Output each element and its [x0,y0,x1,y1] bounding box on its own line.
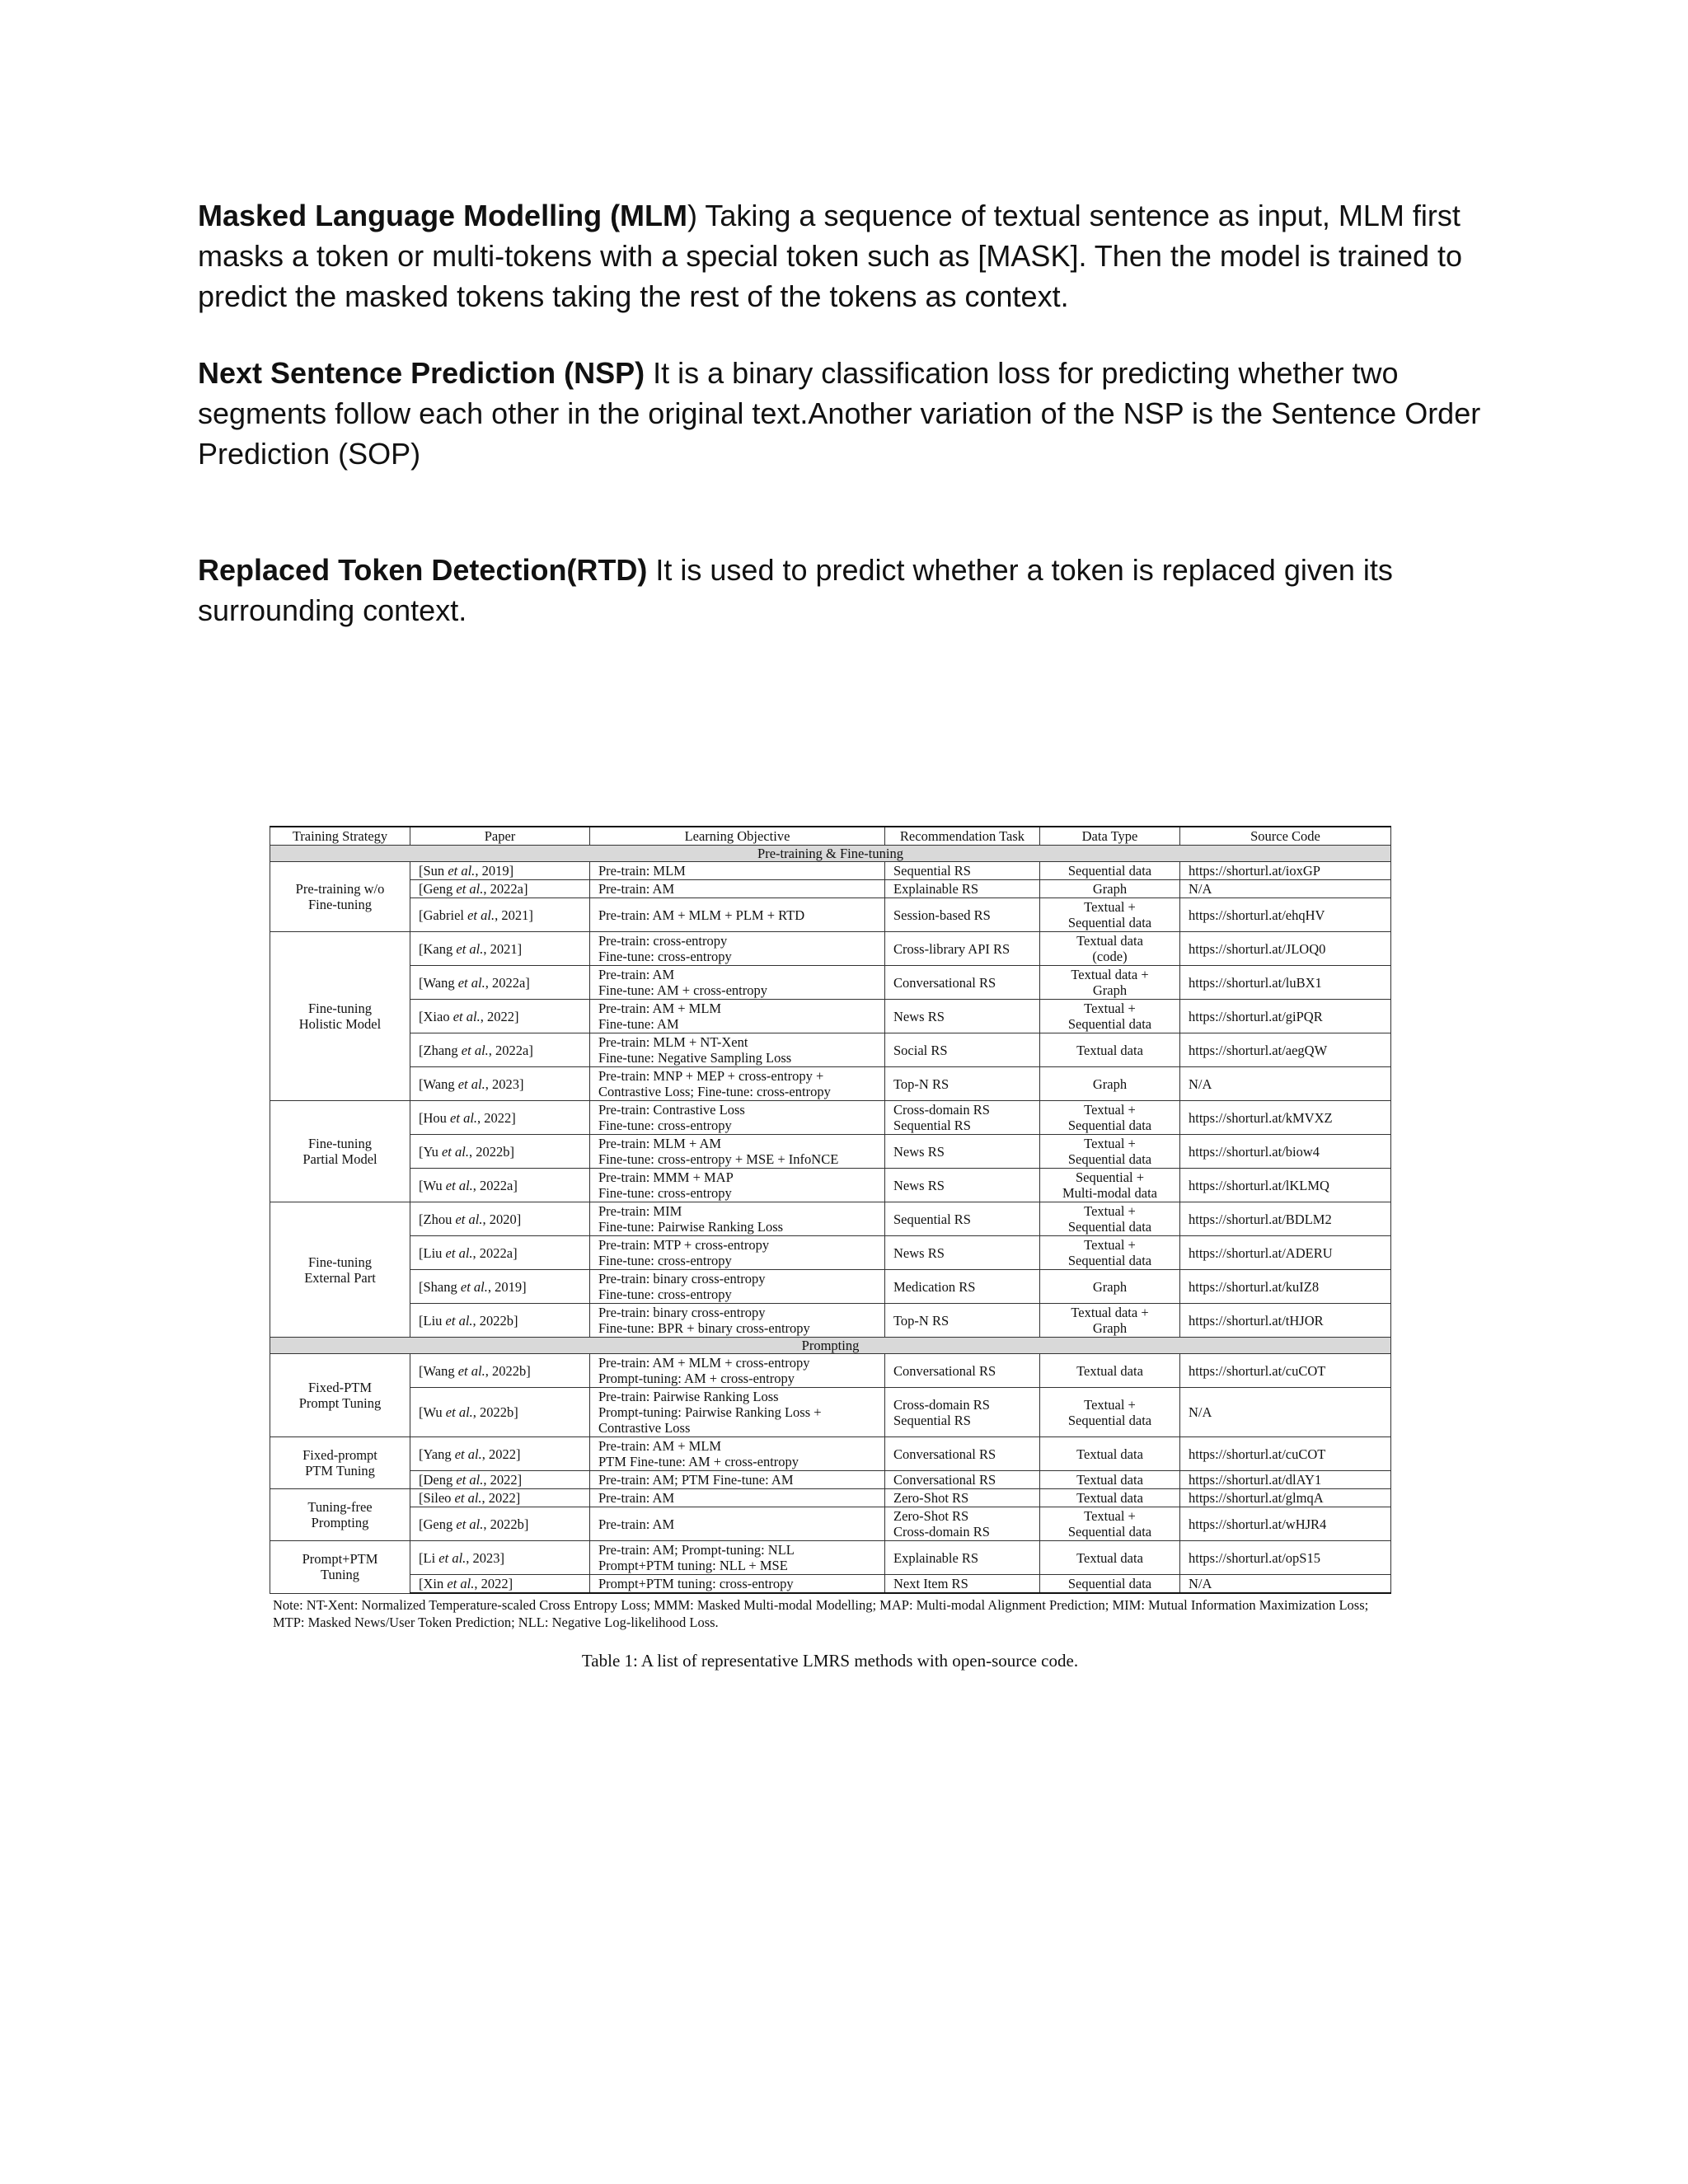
paper-author: Wu [423,1177,443,1193]
recommendation-task-cell: Sequential RS [885,1202,1040,1236]
paper-cell: [Deng et al., 2022] [410,1471,590,1489]
paper-author: Liu [423,1312,443,1329]
training-strategy-cell: Fixed-prompt PTM Tuning [270,1437,410,1489]
source-code-cell: https://shorturl.at/ADERU [1180,1236,1391,1270]
source-code-cell: https://shorturl.at/ioxGP [1180,862,1391,880]
source-code-cell: https://shorturl.at/kuIZ8 [1180,1270,1391,1304]
data-type-cell: Sequential data [1040,1575,1180,1594]
recommendation-task-cell: News RS [885,1169,1040,1202]
learning-objective-cell: Pre-train: AM + MLM PTM Fine-tune: AM + cross-entropy [590,1437,885,1471]
paper-cell: [Wu et al., 2022b] [410,1388,590,1437]
paper-author: Liu [423,1244,443,1261]
paper-author: Wang [423,974,455,991]
recommendation-task-cell: Medication RS [885,1270,1040,1304]
learning-objective-cell: Pre-train: binary cross-entropy Fine-tune: BPR + binary cross-entropy [590,1304,885,1338]
nsp-text: It is a binary classification loss for predicting whether two segments follow each other in the original text.Another variation of the NSP is the Sentence Order Prediction (SOP) [198,356,1481,471]
learning-objective-cell: Pre-train: AM; Prompt-tuning: NLL Prompt+PTM tuning: NLL + MSE [590,1541,885,1575]
paper-et-al: et al. [457,1362,485,1379]
table-row [270,1270,1391,1304]
paper-year: , 2022] [481,1490,521,1506]
paper-year: , 2022] [483,1472,523,1488]
learning-objective-cell: Pre-train: AM [590,1489,885,1507]
paper-cell: [Kang et al., 2021] [410,932,590,966]
table-caption: Table 1: A list of representative LMRS methods with open-source code. [581,1651,1079,1671]
paper-year: , 2023] [485,1076,524,1092]
data-type-cell: Textual data [1040,1541,1180,1575]
source-code-cell: https://shorturl.at/luBX1 [1180,966,1391,1000]
source-code-cell: N/A [1180,1388,1391,1437]
source-code-cell: https://shorturl.at/BDLM2 [1180,1202,1391,1236]
source-code-cell: https://shorturl.at/wHJR4 [1180,1507,1391,1541]
paper-year: , 2020] [482,1211,522,1227]
section-prompting: Prompting [270,1338,1391,1354]
paper-year: , 2022a] [472,1244,518,1261]
paper-year: , 2022b] [472,1404,518,1420]
source-code-cell: https://shorturl.at/ehqHV [1180,898,1391,932]
paper-author: Yang [423,1446,452,1462]
learning-objective-cell: Pre-train: AM + MLM Fine-tune: AM [590,1000,885,1033]
header-recommendation-task: Recommendation Task [885,827,1040,846]
recommendation-task-cell: Cross-library API RS [885,932,1040,966]
training-strategy-cell: Fine-tuning Partial Model [270,1101,410,1202]
paper-cell: [Zhang et al., 2022a] [410,1033,590,1067]
recommendation-task-cell: Zero-Shot RS [885,1489,1040,1507]
table-header-row [270,827,1391,846]
data-type-cell: Textual + Sequential data [1040,1202,1180,1236]
paper-year: , 2022b] [468,1143,514,1160]
data-type-cell: Sequential data [1040,862,1180,880]
table-row [270,1135,1391,1169]
paper-year: , 2019] [475,863,514,879]
learning-objective-cell: Pre-train: AM; PTM Fine-tune: AM [590,1471,885,1489]
recommendation-task-cell: News RS [885,1236,1040,1270]
data-type-cell: Textual data + Graph [1040,966,1180,1000]
paper-et-al: et al. [455,1211,483,1227]
data-type-cell: Textual + Sequential data [1040,1000,1180,1033]
recommendation-task-cell: Conversational RS [885,1437,1040,1471]
paper-cell: [Sun et al., 2019] [410,862,590,880]
learning-objective-cell: Pre-train: MMM + MAP Fine-tune: cross-entropy [590,1169,885,1202]
training-strategy-cell: Tuning-free Prompting [270,1489,410,1541]
paper-et-al: et al. [450,1109,478,1126]
methods-table [270,826,1391,1594]
paper-author: Gabriel [423,907,464,923]
paper-cell: [Sileo et al., 2022] [410,1489,590,1507]
mlm-text: ) Taking a sequence of textual sentence as input, MLM first masks a token or multi-tokens with a special token such as [MASK]. Then the model is trained to predict the masked tokens taking the rest of the tokens as context. [198,199,1463,313]
header-training-strategy: Training Strategy [270,827,410,846]
paper-author: Xiao [423,1008,450,1024]
paper-year: , 2022a] [472,1177,518,1193]
table-row [270,1354,1391,1388]
data-type-cell: Graph [1040,1067,1180,1101]
paper-cell: [Wang et al., 2022b] [410,1354,590,1388]
table-row [270,1067,1391,1101]
paper-et-al: et al. [438,1549,467,1566]
paper-et-al: et al. [447,1576,475,1591]
source-code-cell: https://shorturl.at/cuCOT [1180,1354,1391,1388]
paper-cell: [Liu et al., 2022a] [410,1236,590,1270]
table-row [270,1101,1391,1135]
paper-author: Geng [423,1516,453,1532]
table-row [270,1437,1391,1471]
section-pretraining-finetuning: Pre-training & Fine-tuning [270,846,1391,862]
paper-et-al: et al. [445,1244,473,1261]
paper-et-al: et al. [467,907,495,923]
source-code-cell: https://shorturl.at/JLOQ0 [1180,932,1391,966]
paper-year: , 2021] [495,907,533,923]
data-type-cell: Textual + Sequential data [1040,1101,1180,1135]
data-type-cell: Textual + Sequential data [1040,1388,1180,1437]
learning-objective-cell: Prompt+PTM tuning: cross-entropy [590,1575,885,1594]
paper-author: Sun [423,863,445,879]
nsp-term: Next Sentence Prediction (NSP) [198,356,645,390]
paper-year: , 2019] [487,1278,527,1295]
training-strategy-cell: Fine-tuning External Part [270,1202,410,1338]
learning-objective-cell: Pre-train: MNP + MEP + cross-entropy + Contrastive Loss; Fine-tune: cross-entropy [590,1067,885,1101]
table-row [270,898,1391,932]
table-row [270,1236,1391,1270]
paper-et-al: et al. [456,1516,484,1532]
paper-cell: [Gabriel et al., 2021] [410,898,590,932]
paper-cell: [Geng et al., 2022b] [410,1507,590,1541]
data-type-cell: Textual data + Graph [1040,1304,1180,1338]
recommendation-task-cell: Explainable RS [885,880,1040,898]
table-row [270,1304,1391,1338]
paper-et-al: et al. [456,881,484,897]
recommendation-task-cell: Session-based RS [885,898,1040,932]
table-row [270,1507,1391,1541]
paper-year: , 2022a] [483,881,528,897]
header-source-code: Source Code [1180,827,1391,846]
paper-cell: [Li et al., 2023] [410,1541,590,1575]
table-row [270,932,1391,966]
data-type-cell: Textual + Sequential data [1040,1135,1180,1169]
table-row [270,880,1391,898]
paper-author: Hou [423,1109,447,1126]
table-row [270,1471,1391,1489]
data-type-cell: Textual data [1040,1354,1180,1388]
paper-year: , 2022] [480,1008,519,1024]
recommendation-task-cell: Sequential RS [885,862,1040,880]
learning-objective-cell: Pre-train: Pairwise Ranking Loss Prompt-tuning: Pairwise Ranking Loss + Contrastive Loss [590,1388,885,1437]
learning-objective-cell: Pre-train: MIM Fine-tune: Pairwise Ranking Loss [590,1202,885,1236]
header-learning-objective: Learning Objective [590,827,885,846]
table-row [270,1388,1391,1437]
paper-author: Zhou [423,1211,452,1227]
paper-year: , 2022b] [483,1516,529,1532]
recommendation-task-cell: Top-N RS [885,1067,1040,1101]
data-type-cell: Textual data [1040,1471,1180,1489]
paper-year: , 2022] [474,1576,513,1591]
paper-et-al: et al. [457,974,485,991]
paper-et-al: et al. [456,1472,484,1488]
source-code-cell: https://shorturl.at/opS15 [1180,1541,1391,1575]
table-row [270,1033,1391,1067]
header-paper: Paper [410,827,590,846]
data-type-cell: Textual + Sequential data [1040,1236,1180,1270]
paper-et-al: et al. [448,863,476,879]
paper-cell: [Shang et al., 2019] [410,1270,590,1304]
paper-cell: [Wu et al., 2022a] [410,1169,590,1202]
paper-year: , 2023] [466,1549,505,1566]
paper-et-al: et al. [457,1076,485,1092]
paper-author: Li [423,1549,436,1566]
mlm-term: Masked Language Modelling (MLM [198,199,688,232]
recommendation-task-cell: Next Item RS [885,1575,1040,1594]
paper-year: , 2022] [477,1109,516,1126]
recommendation-task-cell: Conversational RS [885,1471,1040,1489]
section-row [270,1338,1391,1354]
data-type-cell: Sequential + Multi-modal data [1040,1169,1180,1202]
source-code-cell: https://shorturl.at/biow4 [1180,1135,1391,1169]
paper-et-al: et al. [445,1312,473,1329]
paper-cell: [Geng et al., 2022a] [410,880,590,898]
paper-cell: [Xin et al., 2022] [410,1575,590,1594]
data-type-cell: Textual + Sequential data [1040,898,1180,932]
paper-year: , 2022a] [488,1042,533,1058]
paper-cell: [Wang et al., 2022a] [410,966,590,1000]
table-row [270,862,1391,880]
recommendation-task-cell: Cross-domain RS Sequential RS [885,1388,1040,1437]
paper-et-al: et al. [452,1008,481,1024]
learning-objective-cell: Pre-train: AM Fine-tune: AM + cross-entropy [590,966,885,1000]
data-type-cell: Textual data [1040,1489,1180,1507]
source-code-cell: https://shorturl.at/tHJOR [1180,1304,1391,1338]
paper-cell: [Yang et al., 2022] [410,1437,590,1471]
methods-table-figure [270,826,1390,1671]
source-code-cell: N/A [1180,1575,1391,1594]
paper-et-al: et al. [441,1143,469,1160]
paper-year: , 2021] [483,940,523,957]
paper-et-al: et al. [445,1177,473,1193]
paper-cell: [Wang et al., 2023] [410,1067,590,1101]
learning-objective-cell: Pre-train: cross-entropy Fine-tune: cross-entropy [590,932,885,966]
paper-et-al: et al. [454,1446,482,1462]
training-strategy-cell: Fixed-PTM Prompt Tuning [270,1354,410,1437]
learning-objective-cell: Pre-train: binary cross-entropy Fine-tune: cross-entropy [590,1270,885,1304]
mlm-paragraph [198,195,1517,316]
data-type-cell: Graph [1040,880,1180,898]
data-type-cell: Textual data (code) [1040,932,1180,966]
learning-objective-cell: Pre-train: MLM + NT-Xent Fine-tune: Negative Sampling Loss [590,1033,885,1067]
recommendation-task-cell: News RS [885,1135,1040,1169]
header-data-type: Data Type [1040,827,1180,846]
data-type-cell: Textual data [1040,1033,1180,1067]
training-strategy-cell: Pre-training w/o Fine-tuning [270,862,410,932]
source-code-cell: https://shorturl.at/dlAY1 [1180,1471,1391,1489]
data-type-cell: Graph [1040,1270,1180,1304]
paper-author: Wang [423,1362,455,1379]
table-note: Note: NT-Xent: Normalized Temperature-scaled Cross Entropy Loss; MMM: Masked Multi-modal Modelling; MAP: Multi-modal Alignment Prediction; MIM: Mutual Information Maximization Loss; MTP: Masked News/User Token Prediction; NLL: Negative Log-likelihood Loss. [273,1597,1369,1630]
table-row [270,966,1391,1000]
recommendation-task-cell: Social RS [885,1033,1040,1067]
paper-cell: [Liu et al., 2022b] [410,1304,590,1338]
table-row [270,1000,1391,1033]
training-strategy-cell: Prompt+PTM Tuning [270,1541,410,1594]
learning-objective-cell: Pre-train: AM + MLM + cross-entropy Prompt-tuning: AM + cross-entropy [590,1354,885,1388]
paper-author: Geng [423,881,453,897]
paper-author: Kang [423,940,453,957]
recommendation-task-cell: News RS [885,1000,1040,1033]
paper-year: , 2022a] [485,974,530,991]
source-code-cell: https://shorturl.at/glmqA [1180,1489,1391,1507]
learning-objective-cell: Pre-train: AM + MLM + PLM + RTD [590,898,885,932]
recommendation-task-cell: Conversational RS [885,1354,1040,1388]
nsp-paragraph [198,353,1517,474]
paper-et-al: et al. [456,940,484,957]
paper-et-al: et al. [454,1490,482,1506]
learning-objective-cell: Pre-train: AM [590,880,885,898]
paper-year: , 2022b] [485,1362,531,1379]
table-row [270,1202,1391,1236]
rtd-text: It is used to predict whether a token is replaced given its surrounding context. [198,553,1393,627]
table-row [270,1489,1391,1507]
source-code-cell: https://shorturl.at/giPQR [1180,1000,1391,1033]
rtd-paragraph [198,550,1517,630]
recommendation-task-cell: Cross-domain RS Sequential RS [885,1101,1040,1135]
learning-objective-cell: Pre-train: MTP + cross-entropy Fine-tune: cross-entropy [590,1236,885,1270]
paper-cell: [Hou et al., 2022] [410,1101,590,1135]
paper-year: , 2022b] [472,1312,518,1329]
paper-author: Deng [423,1472,453,1488]
recommendation-task-cell: Conversational RS [885,966,1040,1000]
data-type-cell: Textual data [1040,1437,1180,1471]
learning-objective-cell: Pre-train: AM [590,1507,885,1541]
learning-objective-cell: Pre-train: Contrastive Loss Fine-tune: cross-entropy [590,1101,885,1135]
source-code-cell: https://shorturl.at/lKLMQ [1180,1169,1391,1202]
learning-objective-cell: Pre-train: MLM + AM Fine-tune: cross-entropy + MSE + InfoNCE [590,1135,885,1169]
source-code-cell: N/A [1180,880,1391,898]
recommendation-task-cell: Top-N RS [885,1304,1040,1338]
paper-author: Xin [423,1576,444,1591]
source-code-cell: https://shorturl.at/kMVXZ [1180,1101,1391,1135]
table-row [270,1169,1391,1202]
paper-author: Sileo [423,1490,452,1506]
rtd-term: Replaced Token Detection(RTD) [198,553,648,587]
data-type-cell: Textual + Sequential data [1040,1507,1180,1541]
recommendation-task-cell: Explainable RS [885,1541,1040,1575]
paper-author: Wu [423,1404,443,1420]
source-code-cell: N/A [1180,1067,1391,1101]
paper-author: Shang [423,1278,457,1295]
table-row [270,1541,1391,1575]
paper-author: Zhang [423,1042,458,1058]
learning-objective-cell: Pre-train: MLM [590,862,885,880]
paper-author: Wang [423,1076,455,1092]
paper-author: Yu [423,1143,438,1160]
paper-et-al: et al. [460,1278,488,1295]
source-code-cell: https://shorturl.at/cuCOT [1180,1437,1391,1471]
paper-cell: [Yu et al., 2022b] [410,1135,590,1169]
paper-cell: [Xiao et al., 2022] [410,1000,590,1033]
paper-et-al: et al. [445,1404,473,1420]
section-row [270,846,1391,862]
paper-cell: [Zhou et al., 2020] [410,1202,590,1236]
recommendation-task-cell: Zero-Shot RS Cross-domain RS [885,1507,1040,1541]
paper-year: , 2022] [481,1446,521,1462]
paper-et-al: et al. [461,1042,489,1058]
source-code-cell: https://shorturl.at/aegQW [1180,1033,1391,1067]
table-row [270,1575,1391,1594]
training-strategy-cell: Fine-tuning Holistic Model [270,932,410,1101]
